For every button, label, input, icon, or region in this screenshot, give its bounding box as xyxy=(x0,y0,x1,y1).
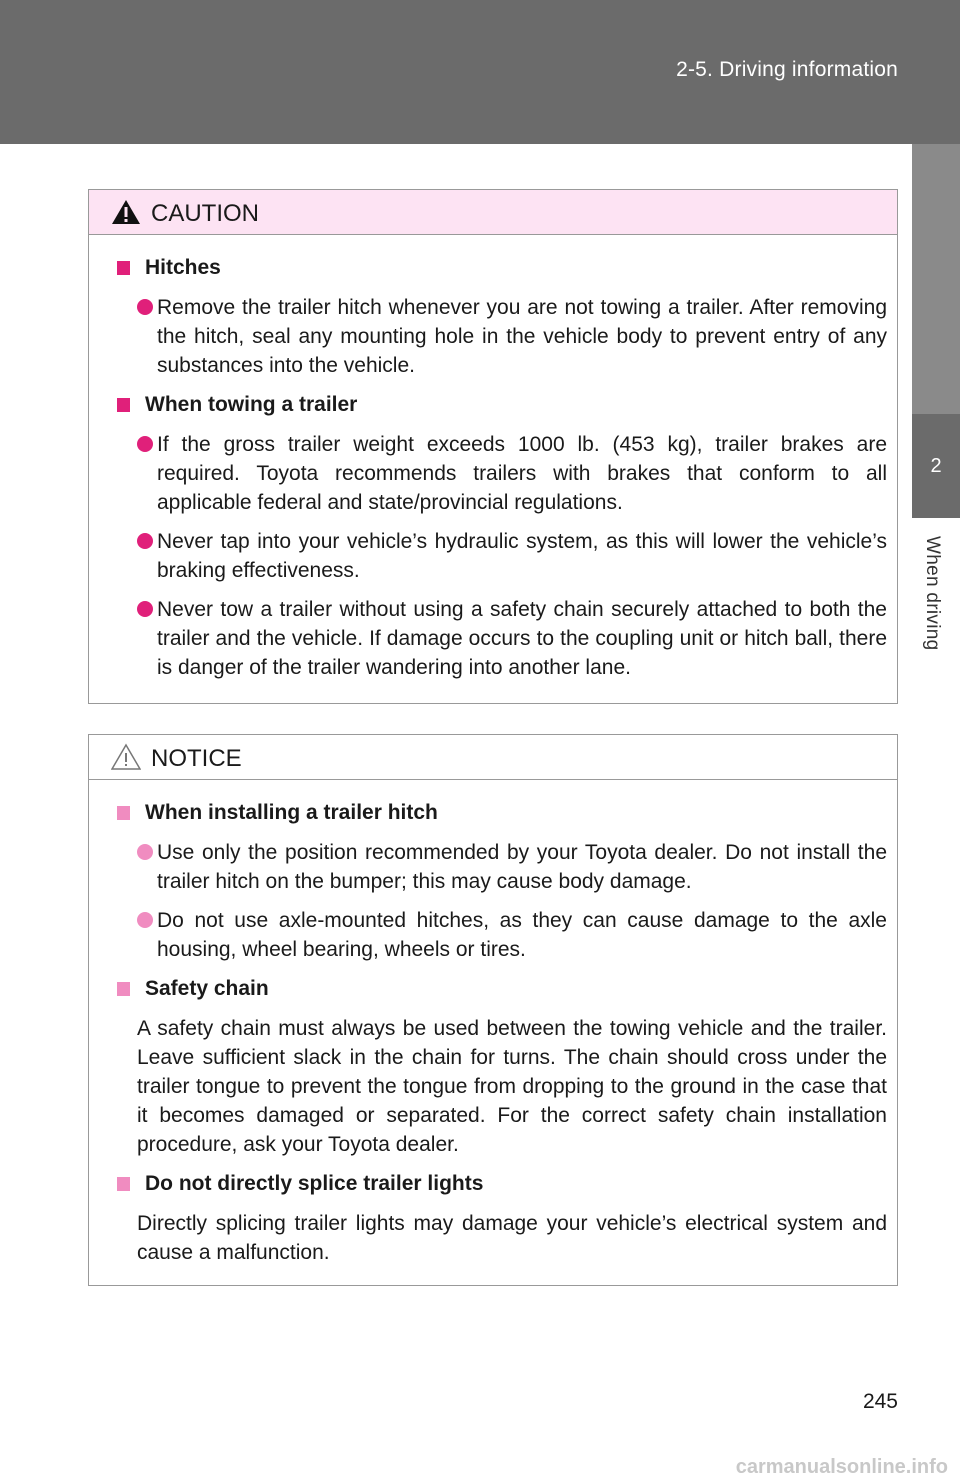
circle-bullet-icon xyxy=(137,844,153,860)
chapter-number-tab: 2 xyxy=(912,414,960,518)
caution-heading-towing: When towing a trailer xyxy=(117,390,887,420)
notice-paragraph: Directly splicing trailer lights may damage your vehicle’s electrical system and cause a malfunction. xyxy=(137,1212,887,1264)
caution-bullet: If the gross trailer weight exceeds 1000 lb. (453 kg), trailer brakes are required. Toyota recommends trailers with brakes that conform to all applicable federal and state/provincial regulations. xyxy=(137,430,887,517)
caution-body xyxy=(89,235,897,682)
notice-triangle-icon xyxy=(111,743,141,771)
circle-bullet-icon xyxy=(137,533,153,549)
circle-bullet-icon xyxy=(137,601,153,617)
caution-heading-hitches: Hitches xyxy=(117,253,887,283)
notice-heading-safety-chain: Safety chain xyxy=(117,974,887,1004)
notice-header xyxy=(89,735,897,780)
caution-bullet: Never tap into your vehicle’s hydraulic system, as this will lower the vehicle’s braking effectiveness. xyxy=(137,527,887,585)
section-title: 2-5. Driving information xyxy=(676,58,898,81)
circle-bullet-icon xyxy=(137,299,153,315)
notice-bullet: Use only the position recommended by your Toyota dealer. Do not install the trailer hitch on the bumper; this may cause body damage. xyxy=(137,838,887,896)
caution-title: CAUTION xyxy=(151,200,259,227)
side-tab-top xyxy=(912,144,960,414)
caution-bullet: Never tow a trailer without using a safety chain securely attached to both the trailer and the vehicle. If damage occurs to the coupling unit or hitch ball, there is danger of the trailer wandering into another lane. xyxy=(137,595,887,682)
circle-bullet-icon xyxy=(137,436,153,452)
page-number: 245 xyxy=(862,1390,898,1413)
notice-bullet: Do not use axle-mounted hitches, as they can cause damage to the axle housing, wheel bearing, wheels or tires. xyxy=(137,906,887,964)
square-bullet-icon xyxy=(117,982,130,996)
circle-bullet-icon xyxy=(137,912,153,928)
square-bullet-icon xyxy=(117,398,130,412)
caution-header xyxy=(89,190,897,235)
warning-icon xyxy=(111,198,141,226)
chapter-label: When driving xyxy=(922,536,943,651)
notice-title: NOTICE xyxy=(151,745,242,772)
notice-heading-splice: Do not directly splice trailer lights xyxy=(117,1169,887,1199)
caution-bullet: Remove the trailer hitch whenever you are not towing a trailer. After removing the hitch, seal any mounting hole in the vehicle body to prevent entry of any substances into the vehicle. xyxy=(137,293,887,380)
square-bullet-icon xyxy=(117,261,130,275)
notice-body xyxy=(89,780,897,1267)
square-bullet-icon xyxy=(117,1177,130,1191)
notice-box xyxy=(88,734,898,1286)
watermark: carmanualsonline.info xyxy=(735,1456,948,1478)
page-header xyxy=(0,0,960,144)
notice-heading-hitch: When installing a trailer hitch xyxy=(117,798,887,828)
square-bullet-icon xyxy=(117,806,130,820)
caution-box xyxy=(88,189,898,704)
notice-paragraph: A safety chain must always be used between the towing vehicle and the trailer. Leave sufficient slack in the chain for turns. The chain should cross under the trailer tongue to prevent the tongue from dropping to the ground in the case that it becomes damaged or separated. For the correct safety chain installation procedure, ask your Toyota dealer. xyxy=(137,1017,887,1156)
